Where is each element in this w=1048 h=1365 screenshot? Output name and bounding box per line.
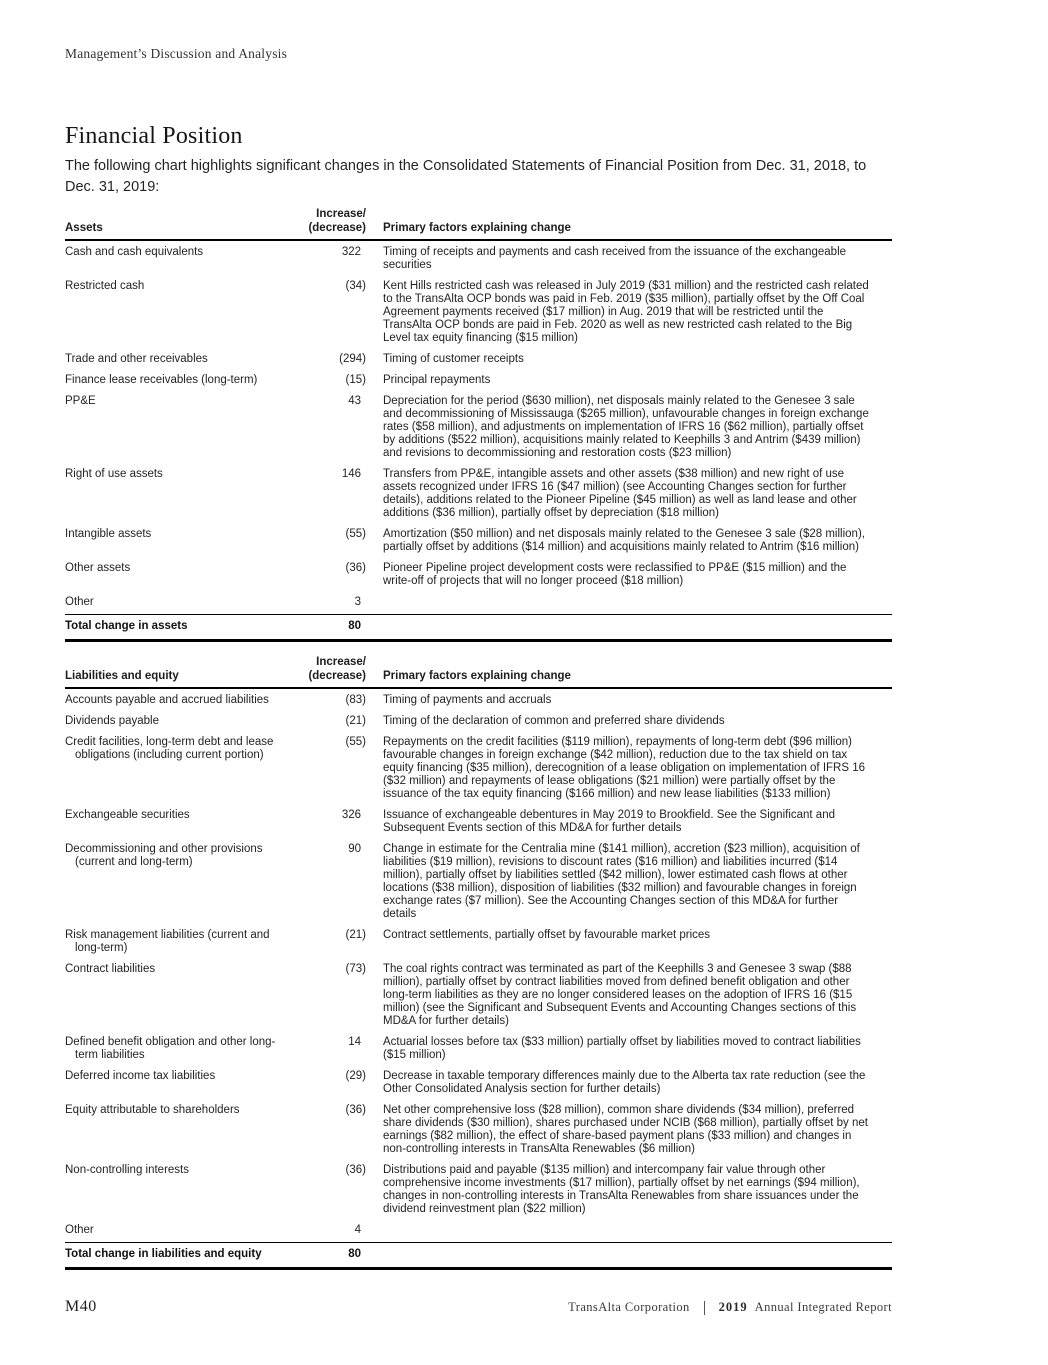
row-label: Risk management liabilities (current and long-term) — [65, 929, 270, 954]
assets-table — [65, 208, 892, 642]
table-row — [65, 1033, 892, 1067]
table-row — [65, 559, 892, 593]
row-label: Finance lease receivables (long-term) — [65, 374, 258, 386]
row-factors: Distributions paid and payable ($135 million) and intercompany fair value through other comprehensive income investments ($17 million), partially offset by net earnings ($94 million), changes in non-controlling interests in TransAlta Renewables from share issuances under the dividend reinvestment plan ($22 million) — [383, 1164, 860, 1215]
page-number: M40 — [65, 1298, 97, 1315]
table-row — [65, 1101, 892, 1161]
row-value: 14 — [348, 1036, 361, 1048]
row-value: (21) — [345, 715, 366, 727]
row-label: Intangible assets — [65, 528, 152, 540]
total-value: 80 — [348, 620, 361, 632]
table-row — [65, 733, 892, 806]
row-factors: Principal repayments — [383, 374, 491, 386]
row-value: (294) — [339, 353, 366, 365]
row-label: Other — [65, 596, 94, 608]
liabilities-table — [65, 656, 892, 1270]
table-row — [65, 350, 892, 371]
row-value: 43 — [348, 395, 361, 407]
total-label: Total change in liabilities and equity — [65, 1248, 262, 1260]
row-label: Cash and cash equivalents — [65, 246, 204, 258]
row-label: Non-controlling interests — [65, 1164, 190, 1176]
table-row — [65, 525, 892, 559]
liabilities-column-header: Liabilities and equity — [65, 669, 179, 682]
row-value: 3 — [354, 596, 361, 608]
table-row — [65, 241, 892, 277]
row-factors: Timing of receipts and payments and cash received from the issuance of the exchangeable securities — [383, 246, 847, 271]
table-row — [65, 1161, 892, 1221]
liabilities-total-row — [65, 1242, 892, 1270]
row-factors: Pioneer Pipeline project development costs were reclassified to PP&E ($15 million) and the write-off of projects that will no longer proceed ($18 million) — [383, 562, 847, 587]
table-row — [65, 465, 892, 525]
assets-table-header — [65, 208, 892, 241]
row-factors: Actuarial losses before tax ($33 million) partially offset by liabilities moved to contract liabilities ($15 million) — [383, 1036, 861, 1061]
liabilities-table-header — [65, 656, 892, 689]
table-row — [65, 593, 892, 614]
footer-separator — [704, 1301, 705, 1315]
row-value: (29) — [345, 1070, 366, 1082]
row-label: Dividends payable — [65, 715, 159, 727]
row-factors: Issuance of exchangeable debentures in May 2019 to Brookfield. See the Significant and Subsequent Events section of this MD&A for further details — [383, 809, 835, 834]
row-value: (36) — [345, 1104, 366, 1116]
increase-label: Increase/ — [316, 656, 366, 668]
row-factors: Repayments on the credit facilities ($119 million), repayments of long-term debt ($96 million) favourable changes in foreign exchange ($42 million), reduction due to the tax shield on tax equity financing ($35 million), derecognition of a lease obligation on implementation of IFRS 16 ($32 million) and repayments of lease obligations ($21 million) were partially offset by the issuance of the tax equity financing ($166 million) and new lease liabilities ($133 million) — [383, 736, 866, 800]
row-factors: Kent Hills restricted cash was released in July 2019 ($31 million) and the restricted cash related to the TransAlta OCP bonds was paid in Feb. 2019 ($35 million), partially offset by the Off Coal Agreement payments received ($17 million) in Aug. 2019 that will be restricted until the TransAlta OCP bonds are paid in Feb. 2020 as well as new restricted cash related to the Big Level tax equity financing ($15 million) — [383, 280, 869, 344]
decrease-label: (decrease) — [308, 669, 366, 682]
row-factors — [366, 1224, 892, 1237]
row-factors: Transfers from PP&E, intangible assets and other assets ($38 million) and new right of use assets recognized under IFRS 16 ($47 million) (see Accounting Changes section for further details), additions related to the Pioneer Pipeline ($45 million) as well as land lease and other additions ($36 million), partially offset by depreciation ($18 million) — [383, 468, 857, 519]
row-factors: Amortization ($50 million) and net disposals mainly related to the Genesee 3 sale ($28 million), partially offset by additions ($14 million) and acquisitions mainly related to Antrim ($16 million) — [383, 528, 865, 553]
table-row — [65, 960, 892, 1033]
footer-report-name: Annual Integrated Report — [754, 1300, 892, 1314]
row-label: Equity attributable to shareholders — [65, 1104, 240, 1116]
row-value: (36) — [345, 562, 366, 574]
row-factors: Decrease in taxable temporary differences mainly due to the Alberta tax rate reduction (see the Other Consolidated Analysis section for further details) — [383, 1070, 866, 1095]
row-label: PP&E — [65, 395, 96, 407]
total-value: 80 — [348, 1248, 361, 1260]
row-value: 322 — [341, 246, 361, 258]
row-factors — [366, 596, 892, 609]
row-label: Contract liabilities — [65, 963, 156, 975]
table-row — [65, 840, 892, 926]
intro-paragraph: The following chart highlights significant changes in the Consolidated Statements of Financial Position from Dec. 31, 2018, to Dec. 31, 2019: — [65, 158, 867, 195]
row-value: (73) — [345, 963, 366, 975]
table-row — [65, 712, 892, 733]
liabilities-table-rows — [65, 689, 892, 1242]
primary-factors-column-header: Primary factors explaining change — [383, 221, 571, 234]
table-row — [65, 689, 892, 712]
page-title: Financial Position — [65, 123, 243, 149]
row-value: 90 — [348, 843, 361, 855]
table-row — [65, 806, 892, 840]
page-footer — [65, 1298, 892, 1316]
increase-decrease-column-header — [297, 656, 366, 683]
total-factors — [366, 1248, 892, 1261]
row-value: (83) — [345, 694, 366, 706]
row-label: Credit facilities, long-term debt and lease obligations (including current portion) — [65, 736, 274, 761]
total-factors — [366, 620, 892, 633]
row-value: (21) — [345, 929, 366, 941]
table-row — [65, 1067, 892, 1101]
table-row — [65, 1221, 892, 1242]
footer-year: 2019 — [718, 1300, 748, 1314]
increase-label: Increase/ — [316, 208, 366, 220]
row-value: (34) — [345, 280, 366, 292]
row-label: Decommissioning and other provisions (current and long-term) — [65, 843, 263, 868]
table-row — [65, 371, 892, 392]
row-value: 4 — [354, 1224, 361, 1236]
increase-decrease-column-header — [297, 208, 366, 235]
row-value: (36) — [345, 1164, 366, 1176]
document-section-header: Management’s Discussion and Analysis — [65, 46, 288, 61]
total-label: Total change in assets — [65, 620, 188, 632]
row-factors: Timing of the declaration of common and preferred share dividends — [383, 715, 725, 727]
row-value: (55) — [345, 528, 366, 540]
assets-column-header: Assets — [65, 221, 103, 234]
table-row — [65, 926, 892, 960]
primary-factors-column-header: Primary factors explaining change — [383, 669, 571, 682]
row-value: (15) — [345, 374, 366, 386]
row-factors: The coal rights contract was terminated as part of the Keephills 3 and Genesee 3 swap ($88 million), partially offset by contract liabilities moved from defined benefit obligation and other long-term liabilities as they are no longer considered leases on the adoption of IFRS 16 ($15 million) (see the Significant and Subsequent Events and Accounting Changes sections of this MD&A for further details) — [383, 963, 857, 1027]
row-factors: Net other comprehensive loss ($28 million), common share dividends ($34 million), preferred share dividends ($30 million), shares purchased under NCIB ($68 million), partially offset by net earnings ($82 million), the effect of share-based payment plans ($33 million) and changes in non-controlling interests in TransAlta Renewables ($6 million) — [383, 1104, 868, 1155]
decrease-label: (decrease) — [308, 221, 366, 234]
row-factors: Contract settlements, partially offset by favourable market prices — [383, 929, 711, 941]
row-label: Other — [65, 1224, 94, 1236]
row-factors: Depreciation for the period ($630 million), net disposals mainly related to the Genesee 3 sale and decommissioning of Mississauga ($265 million), unfavourable changes in foreign exchange rates ($58 million), and adjustments on implementation of IFRS 16 ($62 million), partially offset by additions ($522 million), acquisitions mainly related to Keephills 3 and Antrim ($439 million) and revisions to decommissioning and restoration costs ($23 million) — [383, 395, 869, 459]
table-row — [65, 277, 892, 350]
row-label: Trade and other receivables — [65, 353, 208, 365]
row-value: (55) — [345, 736, 366, 748]
row-factors: Timing of customer receipts — [383, 353, 524, 365]
row-factors: Change in estimate for the Centralia mine ($141 million), accretion ($23 million), acquisition of liabilities ($19 million), revisions to discount rates ($16 million) and liabilities incurred ($14 million), partially offset by liabilities settled ($42 million), lower estimated cash flows at other locations ($38 million), disposition of liabilities ($32 million) and favourable changes in foreign exchange rates ($7 million). See the Accounting Changes section of this MD&A for further details — [383, 843, 860, 920]
row-factors: Timing of payments and accruals — [383, 694, 552, 706]
row-label: Restricted cash — [65, 280, 145, 292]
row-value: 146 — [341, 468, 361, 480]
row-label: Defined benefit obligation and other long-term liabilities — [65, 1036, 276, 1061]
table-row — [65, 392, 892, 465]
row-value: 326 — [341, 809, 361, 821]
row-label: Accounts payable and accrued liabilities — [65, 694, 269, 706]
assets-total-row — [65, 614, 892, 642]
row-label: Deferred income tax liabilities — [65, 1070, 216, 1082]
footer-company: TransAlta Corporation — [568, 1300, 690, 1314]
footer-right — [568, 1300, 892, 1315]
row-label: Other assets — [65, 562, 131, 574]
row-label: Exchangeable securities — [65, 809, 190, 821]
assets-table-rows — [65, 241, 892, 614]
row-label: Right of use assets — [65, 468, 163, 480]
